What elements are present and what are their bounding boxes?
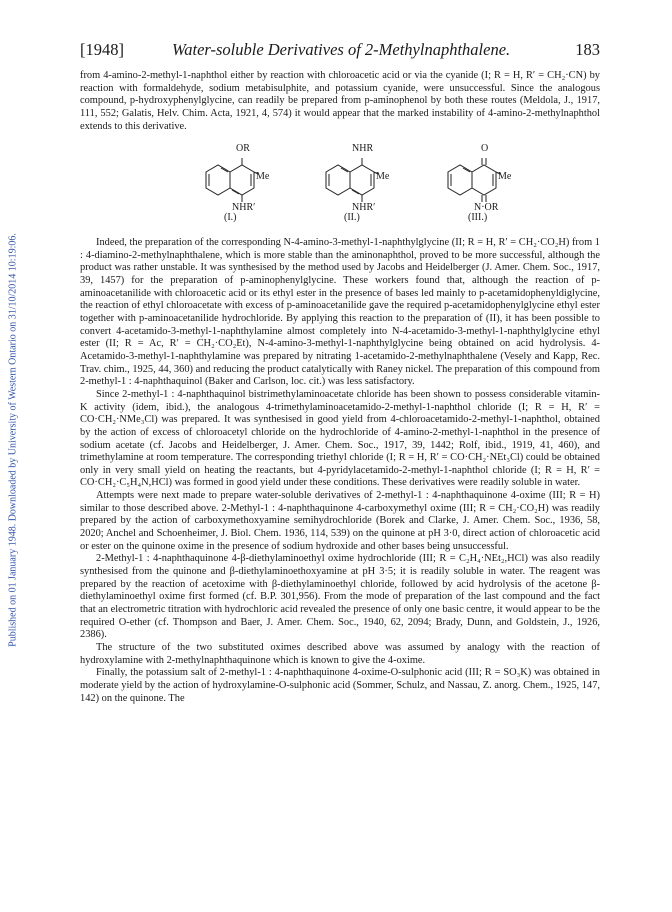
body-paragraph: Attempts were next made to prepare water-soluble derivatives of 2-methyl-1 : 4-naphthaquinone 4-oxime (III; R = H) similar to those described above. 2-Methyl-1 : 4-naphthaquinone 4-carboxymethyl oxime (III; R = CH₂·CO₂H) was readily prepared by the action of carboxymethoxyamine semihydrochloride (Borek and Clarke, J. Amer. Chem. Soc., 1936, 58, 2020; Anchel and Schoenheimer, J. Biol. Chem. 1936, 114, 539) on the quinone at pH 3·0, direct action of chloroacetic acid or ester on the quinone oxime in the presence of sodium hydroxide and other bases being unsuccessful. bbox=[80, 490, 600, 552]
body-paragraph: 2-Methyl-1 : 4-naphthaquinone 4-β-diethylaminoethyl oxime hydrochloride (III; R = C₂H₄·NEt₂,HCl) was also readily synthesised from the quinone and β-diethylaminoethoxyamine at pH 3·5; it is readily soluble in water. The reagent was prepared by the reaction of acetoxime with β-diethylaminoethyl chloride, followed by acid hydrolysis of the acetone β-diethylaminoethyl oxime first formed (cf. B.P. 301,956). From the mode of preparation of the last compound and the fact that an electrometric titration with hydrochloric acid revealed the presence of only one basic centre, it would appear to be the required O-ether (cf. Thompson and Baer, J. Amer. Chem. Soc., 1940, 62, 2094; Brady, Dunn, and Goldstein, J., 1926, 2386). bbox=[80, 553, 600, 641]
header-title: Water-soluble Derivatives of 2-Methylnaphthalene. bbox=[172, 40, 511, 59]
structure-I-label: (I.) bbox=[224, 212, 237, 223]
intro-paragraph-block bbox=[80, 70, 600, 133]
structure-III-side-substituent: Me bbox=[498, 171, 512, 182]
body-paragraph: The structure of the two substituted oximes described above was assumed by analogy with the reaction of hydroxylamine with 2-methylnaphthaquinone which is known to give the 4-oxime. bbox=[80, 642, 600, 666]
structure-II-top-substituent: NHR bbox=[352, 143, 374, 154]
download-watermark-text: Published on 01 January 1948. Downloaded by University of Western Ontario on 31/10/2014 10:19:06. bbox=[7, 233, 19, 647]
structure-III-top-substituent: O bbox=[481, 143, 489, 154]
page-number: 183 bbox=[575, 40, 600, 59]
header-year: [1948] bbox=[80, 40, 124, 59]
structure-III bbox=[430, 143, 540, 223]
structure-I-bottom-substituent: NHR′ bbox=[232, 202, 256, 213]
structure-I bbox=[188, 143, 298, 223]
running-header bbox=[80, 40, 600, 64]
structure-III-bottom-substituent: N·OR bbox=[474, 202, 499, 213]
body-paragraph: Since 2-methyl-1 : 4-naphthaquinol bistrimethylaminoacetate chloride has been shown to possess considerable vitamin-K activity (idem, ibid.), the analogous 4-trimethylaminoacetamido-2-methyl-1-naphthol chloride (I; R = H, R′ = CO·CH₂·NMe₃Cl) was prepared. It was synthesised in good yield from 4-chloroacetamido-2-methyl-1-naphthol, obtained by the action of excess of chloroacetyl chloride on the hydrochloride of 4-amino-2-methyl-1-naphthol in the presence of sodium acetate (cf. Jacobs and Heidelberger, J. Amer. Chem. Soc., 1917, 39, 1442; Rolf, ibid., 1919, 41, 460), and trimethylamine at room temperature. The corresponding triethyl chloride (I; R = H, R′ = CO·CH₂·NEt₃Cl) could be obtained only in very small yield on heating the reactants, but 4-pyridylacetamido-2-methyl-1-naphthol chloride (I; R = H, R′ = CO·CH₂·C₅H₄N,HCl) was formed in good yield under these conditions. These derivatives were readily soluble in water. bbox=[80, 388, 600, 489]
intro-paragraph: from 4-amino-2-methyl-1-naphthol either by reaction with chloroacetic acid or via the cyanide (I; R = H, R′ = CH₂·CN) by reaction with formaldehyde, sodium metabisulphite, and potassium cyanide, were unsuccessful. Since the analogous compound, p-hydroxyphenylglycine, can readily be prepared from p-aminophenol by both these routes (Meldola, J., 1917, 111, 552; Galatis, Helv. Chim. Acta, 1921, 4, 574) it would appear that the marked instability of 4-amino-2-methylnaphthol extends to this derivative. bbox=[80, 70, 600, 132]
structure-II-bottom-substituent: NHR′ bbox=[352, 202, 376, 213]
body-text bbox=[80, 237, 600, 705]
download-watermark bbox=[6, 120, 20, 760]
structure-II-side-substituent: Me bbox=[376, 171, 390, 182]
structure-I-top-substituent: OR bbox=[236, 143, 250, 154]
structure-II bbox=[308, 143, 418, 223]
structure-III-label: (III.) bbox=[468, 212, 488, 223]
body-paragraph: Indeed, the preparation of the corresponding N-4-amino-3-methyl-1-naphthylglycine (II; R = H, R′ = CH₂·CO₂H) from 1 : 4-diamino-2-methylnaphthalene, which is more stable than the aminonaphthol, proved to be more successful, although the product was rather unstable. It was synthesised by the method used by Jacobs and Heidelberger (J. Amer. Chem. Soc., 1917, 39, 1457) for the preparation of p-aminophenylglycine. These workers found that, although the reaction of p-aminoacetanilide with chloroacetic acid or its ethyl ester in the presence of bases led mainly to p-acetamidophenyldiglycine, the reaction of ethyl chloroacetate with excess of p-aminoacetanilide gave the required p-acetamidophenylglycine ethyl ester together with p-aminoacetanilide hydrochloride. By applying this reaction to the preparation of (II), it has been possible to convert 4-acetamido-3-methyl-1-naphthylamine almost completely into N-4-acetamido-3-methyl-1-naphthylglycine ethyl ester (II; R = Ac, R′ = CH₂·CO₂Et), N-4-amino-3-methyl-1-naphthylglycine being obtained on acid hydrolysis. 4-Acetamido-3-methyl-1-naphthylamine was prepared by nitrating 1-acetamido-2-methylnaphthalene (Vesely and Kapp, Rec. Trav. chim., 1925, 44, 360) and reducing the product catalytically with Raney nickel. The preparation of this compound from 2-methyl-1 : 4-naphthaquinol (Baker and Carlson, loc. cit.) was less satisfactory. bbox=[80, 237, 600, 388]
body-paragraph: Finally, the potassium salt of 2-methyl-1 : 4-naphthaquinone 4-oxime-O-sulphonic acid (III; R = SO₃K) was obtained in moderate yield by the action of hydroxylamine-O-sulphonic acid (Sommer, Schulz, and Nassau, Z. anorg. Chem., 1925, 147, 142) on the quinone. The bbox=[80, 667, 600, 704]
structure-I-side-substituent: Me bbox=[256, 171, 270, 182]
structure-II-label: (II.) bbox=[344, 212, 360, 223]
